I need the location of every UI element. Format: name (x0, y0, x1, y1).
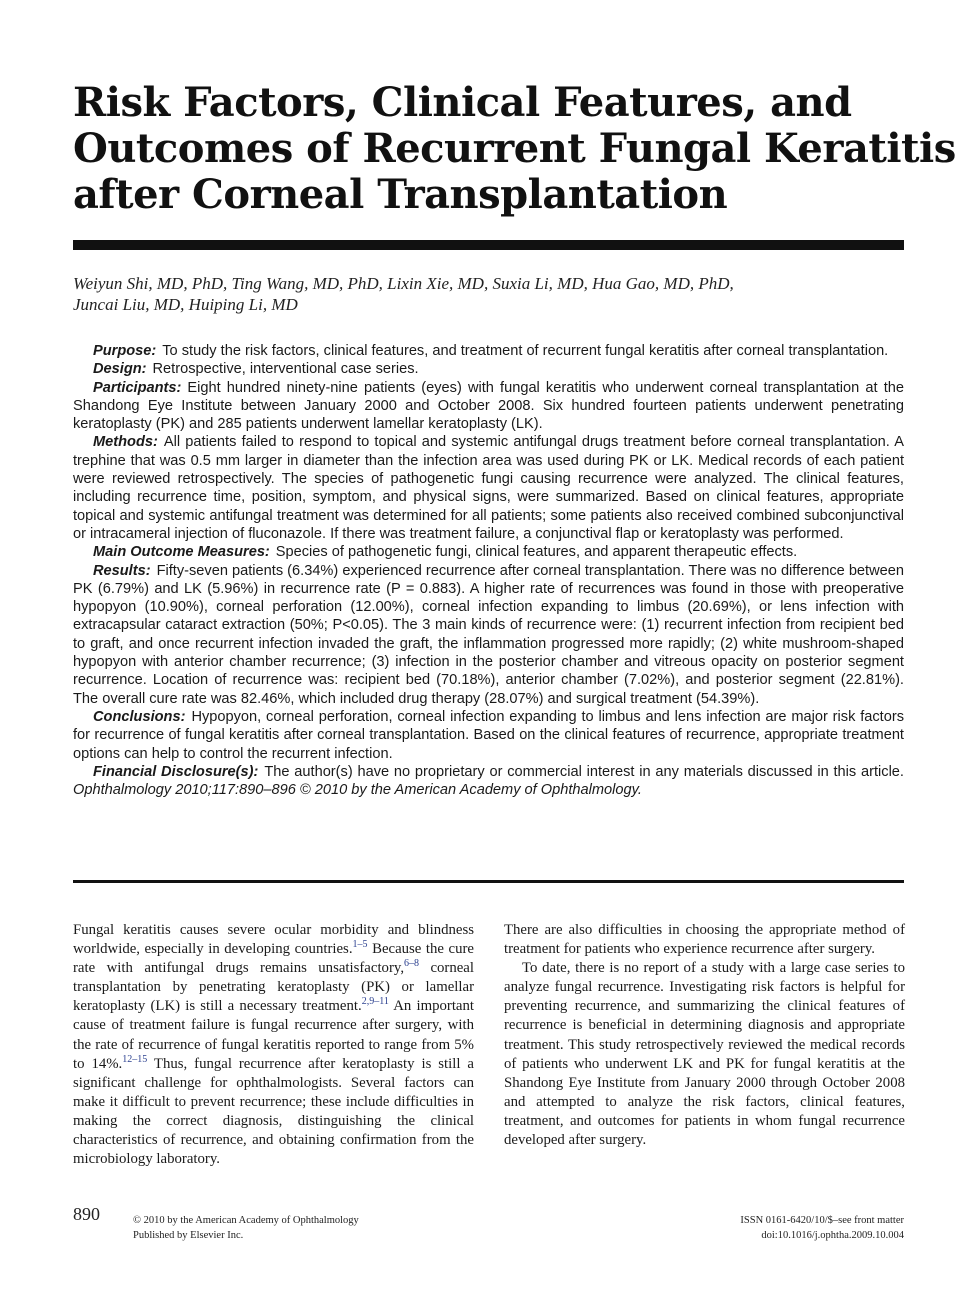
abstract-methods (73, 433, 904, 543)
body-column-left (73, 921, 474, 1169)
body-paragraph: To date, there is no report of a study with a large case series to analyze fungal recurrence. Investigating risk factors is helpful for preventing recurrence, and summarizing the clinical features of recurrence is beneficial in determining diagnosis and appropriate treatment. This study retrospectively reviewed the medical records of patients who underwent LK and PK for fungal keratitis at the Shandong Eye Institute from January 2000 through October 2008 and attempted to analyze the risk factors, clinical features, treatment, and outcomes for patients in whom fungal recurrence developed after surgery. (504, 960, 905, 1149)
disclosure-text: The author(s) have no proprietary or commercial interest in any materials discussed in this article. (264, 763, 904, 780)
title-line: Risk Factors, Clinical Features, and (73, 79, 852, 126)
abstract-purpose (73, 342, 904, 360)
journal-citation: Ophthalmology 2010;117:890–896 © 2010 by the American Academy of Ophthalmology. (73, 782, 642, 799)
abstract-design (73, 360, 904, 378)
reference-link[interactable]: 12–15 (122, 1053, 148, 1065)
design-text: Retrospective, interventional case series. (152, 361, 419, 378)
body-paragraph: There are also difficulties in choosing the appropriate method of treatment for patients who experience recurrence after surgery. (504, 922, 905, 958)
purpose-text: To study the risk factors, clinical features, and treatment of recurrent fungal keratitis after corneal transplantation. (162, 343, 889, 359)
reference-link[interactable]: 1–5 (352, 939, 368, 951)
methods-label: Methods: (93, 434, 158, 451)
article-title (73, 79, 956, 218)
title-line: Outcomes of Recurrent Fungal Keratitis (73, 125, 956, 172)
body-text: corneal transplantation by penetrating keratoplasty (PK) or lamellar keratoplasty (LK) is still a necessary treatment. (73, 960, 474, 1015)
page-footer (73, 1204, 904, 1248)
body-column-right (504, 921, 905, 1150)
measures-label: Main Outcome Measures: (93, 544, 270, 561)
copyright-line: © 2010 by the American Academy of Ophthalmology (133, 1215, 359, 1226)
footer-copyright-block (133, 1213, 359, 1243)
design-label: Design: (93, 361, 147, 378)
author-line: Juncai Liu, MD, Huiping Li, MD (73, 295, 298, 314)
page-number: 890 (73, 1204, 100, 1224)
abstract-financial-disclosure (73, 763, 904, 800)
abstract-main-outcome-measures (73, 543, 904, 561)
results-text: Fifty-seven patients (6.34%) experienced recurrence after corneal transplantation. There was no difference between PK (6.79%) and LK (5.96%) in recurrence rate (P = 0.883). A higher rate of recurrences was found in those with preoperative hypopyon (10.90%), corneal perforation (12.00%), corneal infection expanding to limbus (20.69%), or lens infection with extracapsular cataract extraction (50%; P<0.05). The 3 main kinds of recurrence were: (1) recurrent infection from recipient bed to graft, and once recurrent infection invaded the graft, the inflammation progressed more rapidly; (2) white mushroom-shaped hypopyon with anterior chamber recurrence; (3) infection in the posterior chamber and vitreous opacity on posterior segment recurrence. Location of recurrence was: recipient bed (70.18%), anterior chamber (7.02%), and posterior segment (22.81%). The overall cure rate was 82.46%, which included drug therapy (28.07%) and surgical treatment (54.39%). (73, 562, 904, 707)
author-line: Weiyun Shi, MD, PhD, Ting Wang, MD, PhD, Lixin Xie, MD, Suxia Li, MD, Hua Gao, MD, PhD, (73, 274, 734, 293)
body-text: Because the cure rate with antifungal drugs remains unsatisfactory, (73, 941, 475, 977)
abstract-participants (73, 379, 904, 434)
abstract-divider (73, 880, 904, 883)
footer-identifiers (740, 1213, 904, 1243)
abstract-conclusions (73, 708, 904, 763)
body-text: An important cause of treatment failure is fungal recurrence after surgery, with the rate of recurrence of fungal keratitis reported to range from 5% to 14%. (73, 998, 475, 1072)
title-divider (73, 240, 904, 250)
title-line: after Corneal Transplantation (73, 171, 728, 218)
publisher-line: Published by Elsevier Inc. (133, 1230, 244, 1241)
participants-label: Participants: (93, 379, 182, 396)
purpose-label: Purpose: (93, 343, 157, 359)
doi-link[interactable]: doi:10.1016/j.ophtha.2009.10.004 (761, 1230, 904, 1241)
body-paragraph (73, 921, 474, 1169)
reference-link[interactable]: 2,9–11 (361, 996, 389, 1008)
issn-line: ISSN 0161-6420/10/$–see front matter (740, 1215, 904, 1226)
disclosure-label: Financial Disclosure(s): (93, 763, 259, 780)
abstract-results (73, 562, 904, 708)
measures-text: Species of pathogenetic fungi, clinical features, and apparent therapeutic effects. (275, 544, 798, 561)
author-list (73, 273, 903, 315)
methods-text: All patients failed to respond to topical and systemic antifungal drugs treatment before corneal transplantation. A trephine that was 0.5 mm larger in diameter than the infection area was used during PK or LK. Medical records of each patient were reviewed retrospectively. The species of pathogenetic fungi causing recurrence were analyzed. The clinical features, including recurrence time, position, symptom, and physical signs, were summarized. Based on clinical features, appropriate topical and systemic antifungal treatment was determined for all patients; some patients also received combined subconjunctival or intracameral injection of fluconazole. If there was treatment failure, a conjunctival flap or keratoplasty was performed. (73, 434, 904, 542)
results-label: Results: (93, 562, 151, 579)
body-text: Thus, fungal recurrence after keratoplasty is still a significant challenge for ophthalmologists. Several factors can make it difficult to prevent recurrence; these include difficulties in making the correct diagnosis, distinguishing the clinical characteristics of recurrence, and obtaining confirmation from the microbiology laboratory. (73, 1055, 474, 1168)
participants-text: Eight hundred ninety-nine patients (eyes) with fungal keratitis who underwent corneal transplantation at the Shandong Eye Institute between January 2000 and October 2008. Six hundred fourteen patients underwent penetrating keratoplasty (PK) and 285 patients underwent lamellar keratoplasty (LK). (73, 379, 904, 433)
abstract (73, 342, 904, 799)
reference-link[interactable]: 6–8 (404, 958, 420, 970)
body-text: Fungal keratitis causes severe ocular morbidity and blindness worldwide, especially in developing countries. (73, 922, 474, 958)
conclusions-label: Conclusions: (93, 708, 186, 725)
conclusions-text: Hypopyon, corneal perforation, corneal infection expanding to limbus and lens infection are major risk factors for recurrence of fungal keratitis after corneal transplantation. Based on the clinical features of recurrence, appropriate treatment options can help to control the recurrent infection. (73, 708, 904, 762)
